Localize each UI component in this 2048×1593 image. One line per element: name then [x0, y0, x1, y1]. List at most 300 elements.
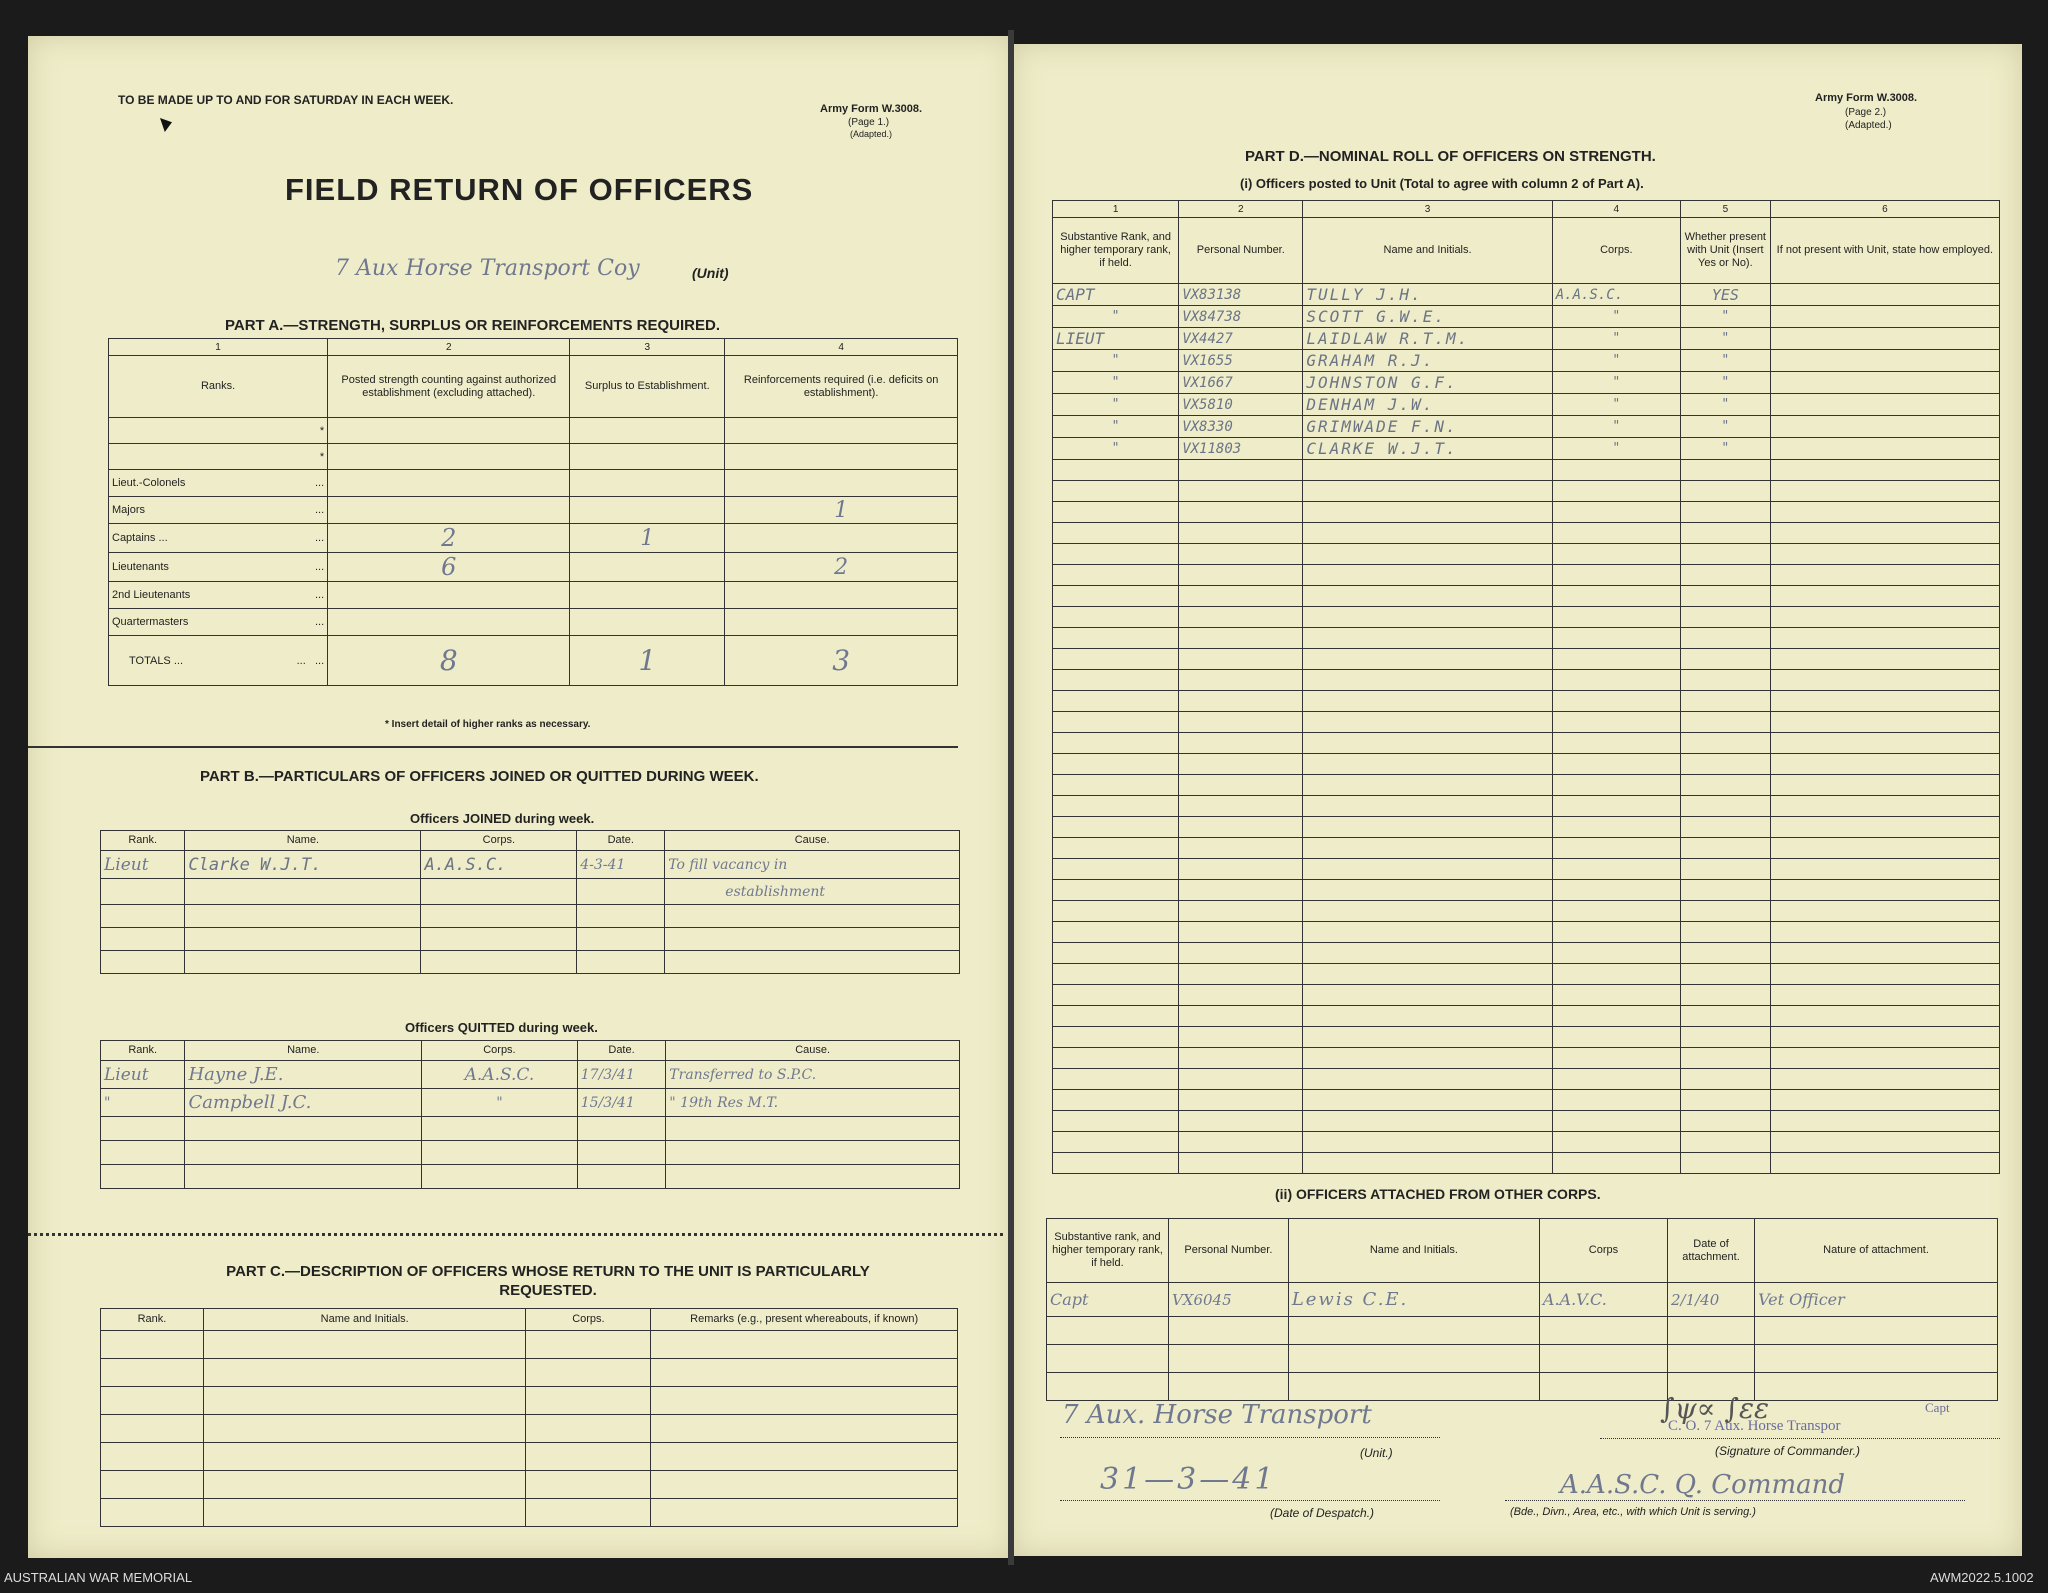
surplus-cell: [570, 582, 725, 609]
blank-cell: [1053, 922, 1179, 943]
blank-cell: [1303, 460, 1552, 481]
rank-cell: ": [1053, 438, 1179, 460]
blank-cell: [1179, 502, 1303, 523]
despatch-handwritten: 31—3—41: [1100, 1462, 1277, 1497]
col-header-cause: Cause.: [666, 1041, 960, 1061]
col-header-present: Whether present with Unit (Insert Yes or No).: [1680, 218, 1770, 284]
name-cell: Clarke W.J.T.: [185, 851, 421, 879]
blank-cell: [1303, 922, 1552, 943]
nature-cell: Vet Officer: [1755, 1283, 1998, 1317]
rank-cell: [109, 582, 328, 609]
col-header-name: Name and Initials.: [203, 1309, 526, 1331]
corps-cell: A.A.V.C.: [1539, 1283, 1667, 1317]
surplus-cell: [570, 444, 725, 470]
col-header-ranks: Ranks.: [109, 356, 328, 418]
blank-cell: [1303, 796, 1552, 817]
totals-label: TOTALS ...: [129, 654, 183, 667]
blank-cell: [1053, 502, 1179, 523]
blank-roll-row: [1053, 1027, 2000, 1048]
blank-cell: [1552, 1048, 1680, 1069]
rank-marker: ...: [314, 589, 325, 601]
part-a-table: [108, 338, 958, 686]
rank-cell: Lieut: [101, 851, 185, 879]
blank-cell: [1053, 523, 1179, 544]
blank-cell: [1053, 544, 1179, 565]
rank-marker: *: [319, 450, 325, 463]
corps-cell: ": [1552, 372, 1680, 394]
surplus-cell: 1: [570, 524, 725, 553]
blank-cell: [1770, 943, 1999, 964]
roll-row: [1053, 394, 2000, 416]
blank-cell: [1552, 1027, 1680, 1048]
section-divider: [28, 746, 958, 748]
signature-label: (Signature of Commander.): [1715, 1444, 1860, 1458]
corps-cell: A.A.S.C.: [1552, 284, 1680, 306]
blank-cell: [1179, 1090, 1303, 1111]
name-cell: JOHNSTON G.F.: [1303, 372, 1552, 394]
blank-cell: [1179, 943, 1303, 964]
blank-cell: [1680, 775, 1770, 796]
part-b-heading: PART B.—PARTICULARS OF OFFICERS JOINED OR QUITTED DURING WEEK.: [200, 768, 759, 785]
blank-cell: [1680, 796, 1770, 817]
blank-cell: [1053, 901, 1179, 922]
blank-cell: [1680, 1090, 1770, 1111]
number-cell: VX1667: [1179, 372, 1303, 394]
number-cell: VX6045: [1168, 1283, 1288, 1317]
blank-cell: [1179, 1006, 1303, 1027]
blank-cell: [1303, 1006, 1552, 1027]
blank-cell: [1303, 649, 1552, 670]
blank-cell: [1680, 817, 1770, 838]
blank-cell: [1303, 1132, 1552, 1153]
col-header-name: Name.: [185, 831, 421, 851]
employed-cell: [1770, 372, 1999, 394]
blank-cell: [1179, 670, 1303, 691]
blank-cell: [1303, 628, 1552, 649]
blank-cell: [1680, 460, 1770, 481]
blank-roll-row: [1053, 1090, 2000, 1111]
present-cell: YES: [1680, 284, 1770, 306]
footer-right: AWM2022.5.1002: [1930, 1570, 2034, 1585]
rank-cell: ": [1053, 394, 1179, 416]
reinf-cell: [725, 470, 958, 497]
blank-cell: [1053, 1111, 1179, 1132]
blank-cell: [1770, 460, 1999, 481]
blank-cell: [1179, 523, 1303, 544]
blank-cell: [1680, 1132, 1770, 1153]
blank-cell: [1552, 733, 1680, 754]
nominal-roll-table: [1052, 200, 2000, 1174]
blank-roll-row: [1053, 565, 2000, 586]
table-row: [101, 879, 960, 905]
blank-cell: [1303, 502, 1552, 523]
roll-row: [1053, 438, 2000, 460]
rank-label: Majors: [112, 504, 146, 516]
col-header-reinforcements: Reinforcements required (i.e. deficits on establishment).: [725, 356, 958, 418]
blank-cell: [1179, 1132, 1303, 1153]
blank-cell: [1179, 817, 1303, 838]
blank-cell: [1552, 859, 1680, 880]
blank-cell: [1179, 754, 1303, 775]
blank-cell: [1179, 922, 1303, 943]
col-header-rank: Rank.: [101, 1041, 185, 1061]
rank-marker: *: [319, 424, 325, 437]
blank-cell: [1770, 670, 1999, 691]
col-header-nature: Nature of attachment.: [1755, 1219, 1998, 1283]
name-cell: Campbell J.C.: [185, 1089, 422, 1117]
blank-cell: [1303, 607, 1552, 628]
posted-cell: [328, 470, 570, 497]
blank-cell: [1680, 964, 1770, 985]
rank-label: Lieutenants: [112, 561, 169, 573]
corps-cell: ": [1552, 350, 1680, 372]
blank-cell: [1303, 1090, 1552, 1111]
blank-roll-row: [1053, 817, 2000, 838]
blank-cell: [1303, 838, 1552, 859]
number-cell: VX8330: [1179, 416, 1303, 438]
date-cell: 4-3-41: [577, 851, 665, 879]
blank-roll-row: [1053, 1069, 2000, 1090]
blank-cell: [1303, 964, 1552, 985]
blank-cell: [1552, 544, 1680, 565]
reinf-cell: [725, 609, 958, 636]
rank-marker: ...: [314, 504, 325, 516]
blank-cell: [1053, 1027, 1179, 1048]
blank-cell: [1552, 460, 1680, 481]
name-cell: GRAHAM R.J.: [1303, 350, 1552, 372]
blank-cell: [1179, 481, 1303, 502]
blank-cell: [1680, 1048, 1770, 1069]
blank-roll-row: [1053, 838, 2000, 859]
blank-cell: [1680, 838, 1770, 859]
blank-cell: [1770, 1111, 1999, 1132]
blank-roll-row: [1053, 481, 2000, 502]
part-c-heading: [178, 1262, 918, 1300]
date-cell: [577, 879, 665, 905]
col-header-name: Name.: [185, 1041, 422, 1061]
blank-cell: [1770, 817, 1999, 838]
posted-cell: [328, 497, 570, 524]
number-cell: VX1655: [1179, 350, 1303, 372]
blank-cell: [1179, 1027, 1303, 1048]
blank-cell: [1680, 649, 1770, 670]
blank-cell: [1303, 691, 1552, 712]
totals-row: [109, 636, 958, 686]
blank-cell: [1053, 691, 1179, 712]
blank-cell: [1053, 1069, 1179, 1090]
table-row: [109, 553, 958, 582]
blank-cell: [1053, 1090, 1179, 1111]
joined-table: [100, 830, 960, 974]
blank-roll-row: [1053, 775, 2000, 796]
name-cell: CLARKE W.J.T.: [1303, 438, 1552, 460]
serving-label: (Bde., Divn., Area, etc., with which Unit is serving.): [1510, 1506, 1756, 1518]
blank-roll-row: [1053, 922, 2000, 943]
employed-cell: [1770, 350, 1999, 372]
rank-cell: [109, 524, 328, 553]
blank-cell: [1179, 607, 1303, 628]
col-num: 5: [1680, 201, 1770, 218]
blank-cell: [1552, 901, 1680, 922]
blank-cell: [1552, 502, 1680, 523]
col-header-employed: If not present with Unit, state how employed.: [1770, 218, 1999, 284]
table-row: [101, 1089, 960, 1117]
blank-cell: [1552, 649, 1680, 670]
blank-cell: [1179, 649, 1303, 670]
blank-cell: [1680, 1153, 1770, 1174]
unit-line: [1060, 1437, 1440, 1438]
blank-cell: [1179, 796, 1303, 817]
table-row: [109, 497, 958, 524]
blank-roll-row: [1053, 523, 2000, 544]
blank-cell: [1053, 481, 1179, 502]
blank-cell: [1179, 1153, 1303, 1174]
blank-cell: [1552, 712, 1680, 733]
rank-marker: ...: [314, 477, 325, 489]
blank-cell: [1770, 775, 1999, 796]
blank-cell: [1770, 922, 1999, 943]
table-row: [109, 418, 958, 444]
blank-cell: [1680, 1027, 1770, 1048]
blank-cell: [1770, 733, 1999, 754]
posted-cell: 6: [328, 553, 570, 582]
blank-cell: [1179, 586, 1303, 607]
posted-cell: [328, 444, 570, 470]
name-cell: GRIMWADE F.N.: [1303, 416, 1552, 438]
form-title: FIELD RETURN OF OFFICERS: [285, 172, 754, 207]
present-cell: ": [1680, 416, 1770, 438]
blank-cell: [1552, 1069, 1680, 1090]
blank-cell: [1179, 859, 1303, 880]
blank-cell: [1179, 565, 1303, 586]
blank-cell: [1179, 838, 1303, 859]
corps-cell: [421, 879, 577, 905]
blank-roll-row: [1053, 796, 2000, 817]
employed-cell: [1770, 328, 1999, 350]
posted-cell: [328, 582, 570, 609]
blank-roll-row: [1053, 628, 2000, 649]
totals-surplus: 1: [570, 636, 725, 686]
blank-cell: [1680, 859, 1770, 880]
roll-row: [1053, 372, 2000, 394]
blank-cell: [1552, 964, 1680, 985]
form-id-right: Army Form W.3008.: [1815, 92, 1918, 104]
blank-cell: [1053, 838, 1179, 859]
posted-cell: 2: [328, 524, 570, 553]
reinf-cell: 2: [725, 553, 958, 582]
blank-cell: [1770, 628, 1999, 649]
blank-cell: [1053, 712, 1179, 733]
col-header-posted: Posted strength counting against authorized establishment (excluding attached).: [328, 356, 570, 418]
blank-cell: [1770, 754, 1999, 775]
col-header-corps: Corps.: [1552, 218, 1680, 284]
col-num: 3: [1303, 201, 1552, 218]
blank-cell: [1552, 943, 1680, 964]
present-cell: ": [1680, 306, 1770, 328]
surplus-cell: [570, 497, 725, 524]
totals-posted: 8: [328, 636, 570, 686]
blank-roll-row: [1053, 943, 2000, 964]
col-header-rank: Rank.: [101, 1309, 204, 1331]
blank-roll-row: [1053, 901, 2000, 922]
totals-label-cell: TOTALS ... ... ...: [109, 636, 328, 686]
blank-cell: [1053, 586, 1179, 607]
reinf-cell: [725, 524, 958, 553]
col-header-corps: Corps: [1539, 1219, 1667, 1283]
blank-cell: [1053, 964, 1179, 985]
blank-cell: [1179, 901, 1303, 922]
table-row: [101, 1061, 960, 1089]
posted-cell: [328, 418, 570, 444]
blank-cell: [1552, 481, 1680, 502]
blank-cell: [1680, 1006, 1770, 1027]
quitted-heading: Officers QUITTED during week.: [405, 1020, 598, 1035]
blank-cell: [1552, 1153, 1680, 1174]
name-cell: Lewis C.E.: [1288, 1283, 1539, 1317]
blank-cell: [1179, 733, 1303, 754]
blank-cell: [1053, 565, 1179, 586]
blank-cell: [1303, 1069, 1552, 1090]
form-page-left: (Page 1.): [848, 117, 890, 128]
part-c-heading-line1: PART C.—DESCRIPTION OF OFFICERS WHOSE RETURN TO THE UNIT IS PARTICULARLY: [226, 1263, 870, 1280]
blank-cell: [1179, 880, 1303, 901]
rank-label: Lieut.-Colonels: [112, 477, 186, 489]
corps-cell: ": [1552, 328, 1680, 350]
name-cell: SCOTT G.W.E.: [1303, 306, 1552, 328]
rank-marker: ...: [314, 616, 325, 628]
blank-cell: [1053, 1006, 1179, 1027]
corps-cell: A.A.S.C.: [421, 851, 577, 879]
rank-cell: Lieut: [101, 1061, 185, 1089]
blank-cell: [1303, 943, 1552, 964]
name-cell: TULLY J.H.: [1303, 284, 1552, 306]
blank-roll-row: [1053, 1132, 2000, 1153]
col-header-cause: Cause.: [665, 831, 960, 851]
blank-cell: [1680, 607, 1770, 628]
rank-cell: [109, 418, 328, 444]
blank-cell: [1303, 544, 1552, 565]
cause-cell: " 19th Res M.T.: [666, 1089, 960, 1117]
blank-cell: [1179, 1069, 1303, 1090]
blank-cell: [1552, 838, 1680, 859]
rank-cell: [109, 470, 328, 497]
blank-roll-row: [1053, 754, 2000, 775]
blank-cell: [1552, 523, 1680, 544]
col-header-name: Name and Initials.: [1303, 218, 1552, 284]
sub-heading-attached: (ii) OFFICERS ATTACHED FROM OTHER CORPS.: [1275, 1186, 1601, 1202]
rank-cell: [109, 497, 328, 524]
cause-cell: Transferred to S.P.C.: [666, 1061, 960, 1089]
blank-cell: [1053, 1048, 1179, 1069]
blank-cell: [1179, 712, 1303, 733]
serving-line: [1505, 1500, 1965, 1501]
perforation-line: [28, 1233, 1003, 1236]
col-num: 4: [1552, 201, 1680, 218]
corps-cell: ": [422, 1089, 578, 1117]
blank-roll-row: [1053, 502, 2000, 523]
blank-cell: [1179, 1111, 1303, 1132]
blank-cell: [1303, 901, 1552, 922]
number-cell: VX4427: [1179, 328, 1303, 350]
blank-cell: [1053, 733, 1179, 754]
rank-cell: [109, 609, 328, 636]
blank-cell: [1680, 502, 1770, 523]
blank-cell: [1303, 733, 1552, 754]
rank-cell: CAPT: [1053, 284, 1179, 306]
present-cell: ": [1680, 438, 1770, 460]
corps-cell: ": [1552, 394, 1680, 416]
blank-cell: [1053, 880, 1179, 901]
blank-cell: [1552, 922, 1680, 943]
page-spine: [1008, 30, 1014, 1565]
blank-cell: [1053, 859, 1179, 880]
blank-roll-row: [1053, 1006, 2000, 1027]
col-header-number: Personal Number.: [1168, 1219, 1288, 1283]
blank-cell: [1053, 796, 1179, 817]
rank-marker: ...: [314, 561, 325, 573]
blank-cell: [1552, 775, 1680, 796]
footer-left: AUSTRALIAN WAR MEMORIAL: [4, 1570, 193, 1585]
blank-roll-row: [1053, 1111, 2000, 1132]
blank-cell: [1053, 817, 1179, 838]
blank-cell: [1552, 691, 1680, 712]
form-adapted-right: (Adapted.): [1845, 120, 1892, 131]
despatch-label: (Date of Despatch.): [1270, 1506, 1375, 1520]
col-header-corps: Corps.: [526, 1309, 651, 1331]
blank-cell: [1770, 586, 1999, 607]
blank-cell: [1680, 1069, 1770, 1090]
reinf-cell: 1: [725, 497, 958, 524]
blank-cell: [1552, 880, 1680, 901]
blank-roll-row: [1053, 985, 2000, 1006]
table-row: [101, 851, 960, 879]
blank-cell: [1303, 1027, 1552, 1048]
number-cell: VX5810: [1179, 394, 1303, 416]
blank-cell: [1770, 523, 1999, 544]
col-num: 1: [109, 339, 328, 356]
rank-marker: ...: [314, 532, 325, 544]
commander-signature: ∫ψ∝ ∫εε: [1660, 1392, 1770, 1425]
col-header-corps: Corps.: [421, 831, 577, 851]
present-cell: ": [1680, 394, 1770, 416]
blank-cell: [1303, 859, 1552, 880]
blank-cell: [1770, 544, 1999, 565]
blank-cell: [1770, 880, 1999, 901]
commander-stamp: C. O. 7 Aux. Horse Transpor: [1668, 1418, 1841, 1434]
col-num: 4: [725, 339, 958, 356]
blank-cell: [1053, 1132, 1179, 1153]
blank-cell: [1680, 481, 1770, 502]
part-a-footnote: * Insert detail of higher ranks as necessary.: [385, 719, 591, 730]
blank-cell: [1770, 712, 1999, 733]
blank-cell: [1680, 1111, 1770, 1132]
employed-cell: [1770, 394, 1999, 416]
rank-cell: ": [1053, 416, 1179, 438]
rank-cell: ": [1053, 306, 1179, 328]
blank-cell: [1680, 712, 1770, 733]
signature-line: [1600, 1438, 2000, 1439]
col-header-date: Date.: [577, 831, 665, 851]
header-instruction: TO BE MADE UP TO AND FOR SATURDAY IN EACH WEEK.: [118, 93, 454, 107]
col-header-date: Date of attachment.: [1667, 1219, 1754, 1283]
date-cell: 15/3/41: [577, 1089, 666, 1117]
employed-cell: [1770, 306, 1999, 328]
blank-roll-row: [1053, 859, 2000, 880]
col-header-corps: Corps.: [422, 1041, 578, 1061]
blank-roll-row: [1053, 670, 2000, 691]
blank-cell: [1303, 523, 1552, 544]
blank-cell: [1680, 565, 1770, 586]
